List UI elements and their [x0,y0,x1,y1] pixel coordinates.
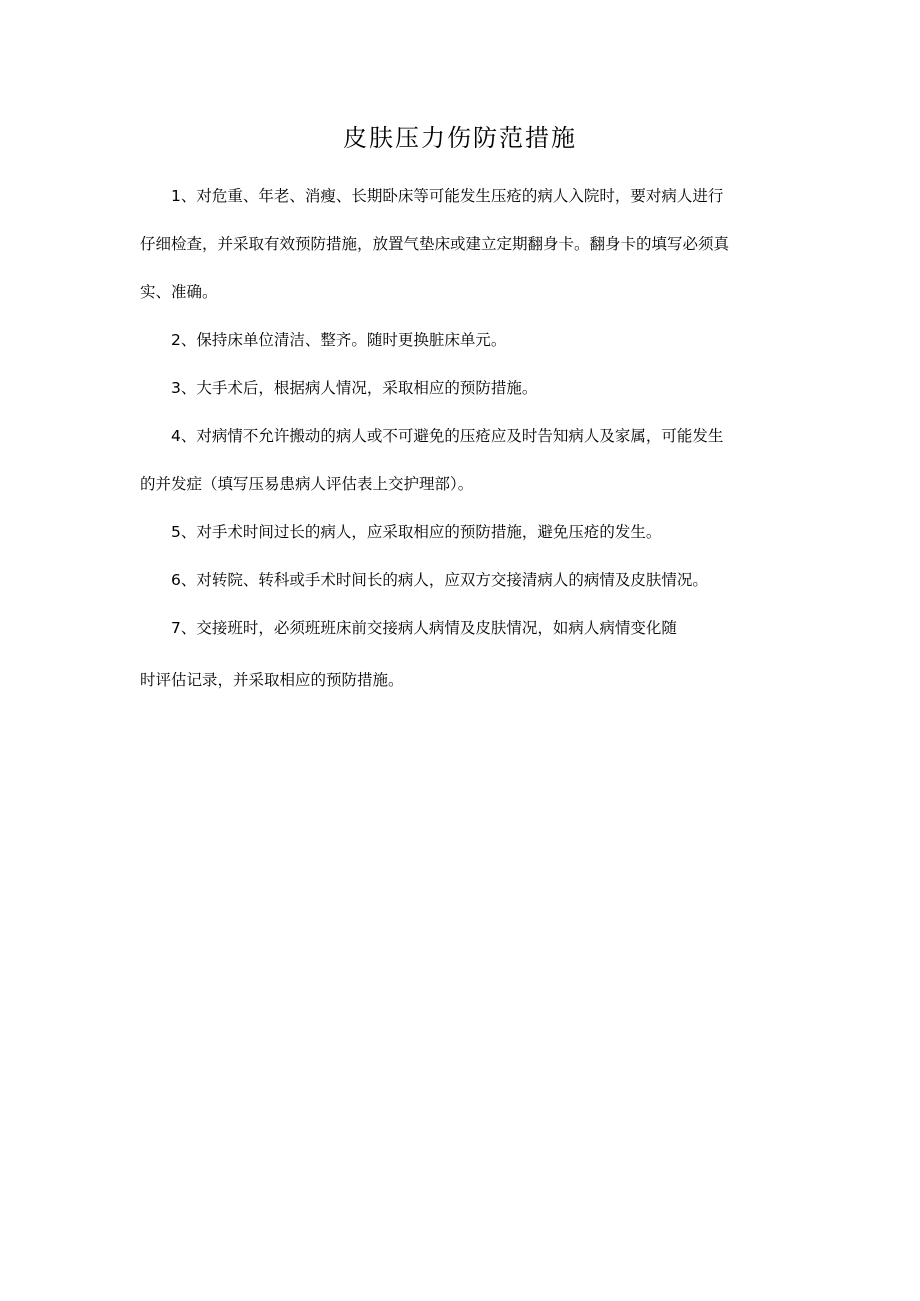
measure-item-5 [140,508,785,556]
measure-line: 3、大手术后，根据病人情况，采取相应的预防措施。 [171,379,538,397]
measure-item-3 [140,364,785,412]
document-body [140,172,785,704]
measure-line: 5、对手术时间过长的病人，应采取相应的预防措施，避免压疮的发生。 [171,523,662,541]
measure-line: 仔细检查，并采取有效预防措施，放置气垫床或建立定期翻身卡。翻身卡的填写必须真 [140,235,730,253]
measure-line: 7、交接班时，必须班班床前交接病人病情及皮肤情况，如病人病情变化随 [171,619,677,637]
measure-item-2 [140,316,785,364]
measure-item-7 [140,604,785,704]
measure-item-1 [140,172,785,316]
measure-line: 4、对病情不允许搬动的病人或不可避免的压疮应及时告知病人及家属，可能发生 [171,427,724,445]
measure-item-6 [140,556,785,604]
document-title: 皮肤压力伤防范措施 [343,124,577,152]
measure-line: 的并发症（填写压易患病人评估表上交护理部）。 [140,475,474,493]
measure-line: 时评估记录，并采取相应的预防措施。 [140,671,404,689]
measure-line: 2、保持床单位清洁、整齐。随时更换脏床单元。 [171,331,507,349]
measure-line: 1、对危重、年老、消瘦、长期卧床等可能发生压疮的病人入院时，要对病人进行 [171,187,724,205]
measure-line: 6、对转院、转科或手术时间长的病人，应双方交接清病人的病情及皮肤情况。 [171,571,708,589]
measure-item-4 [140,412,785,508]
measure-line: 实、准确。 [140,283,218,301]
